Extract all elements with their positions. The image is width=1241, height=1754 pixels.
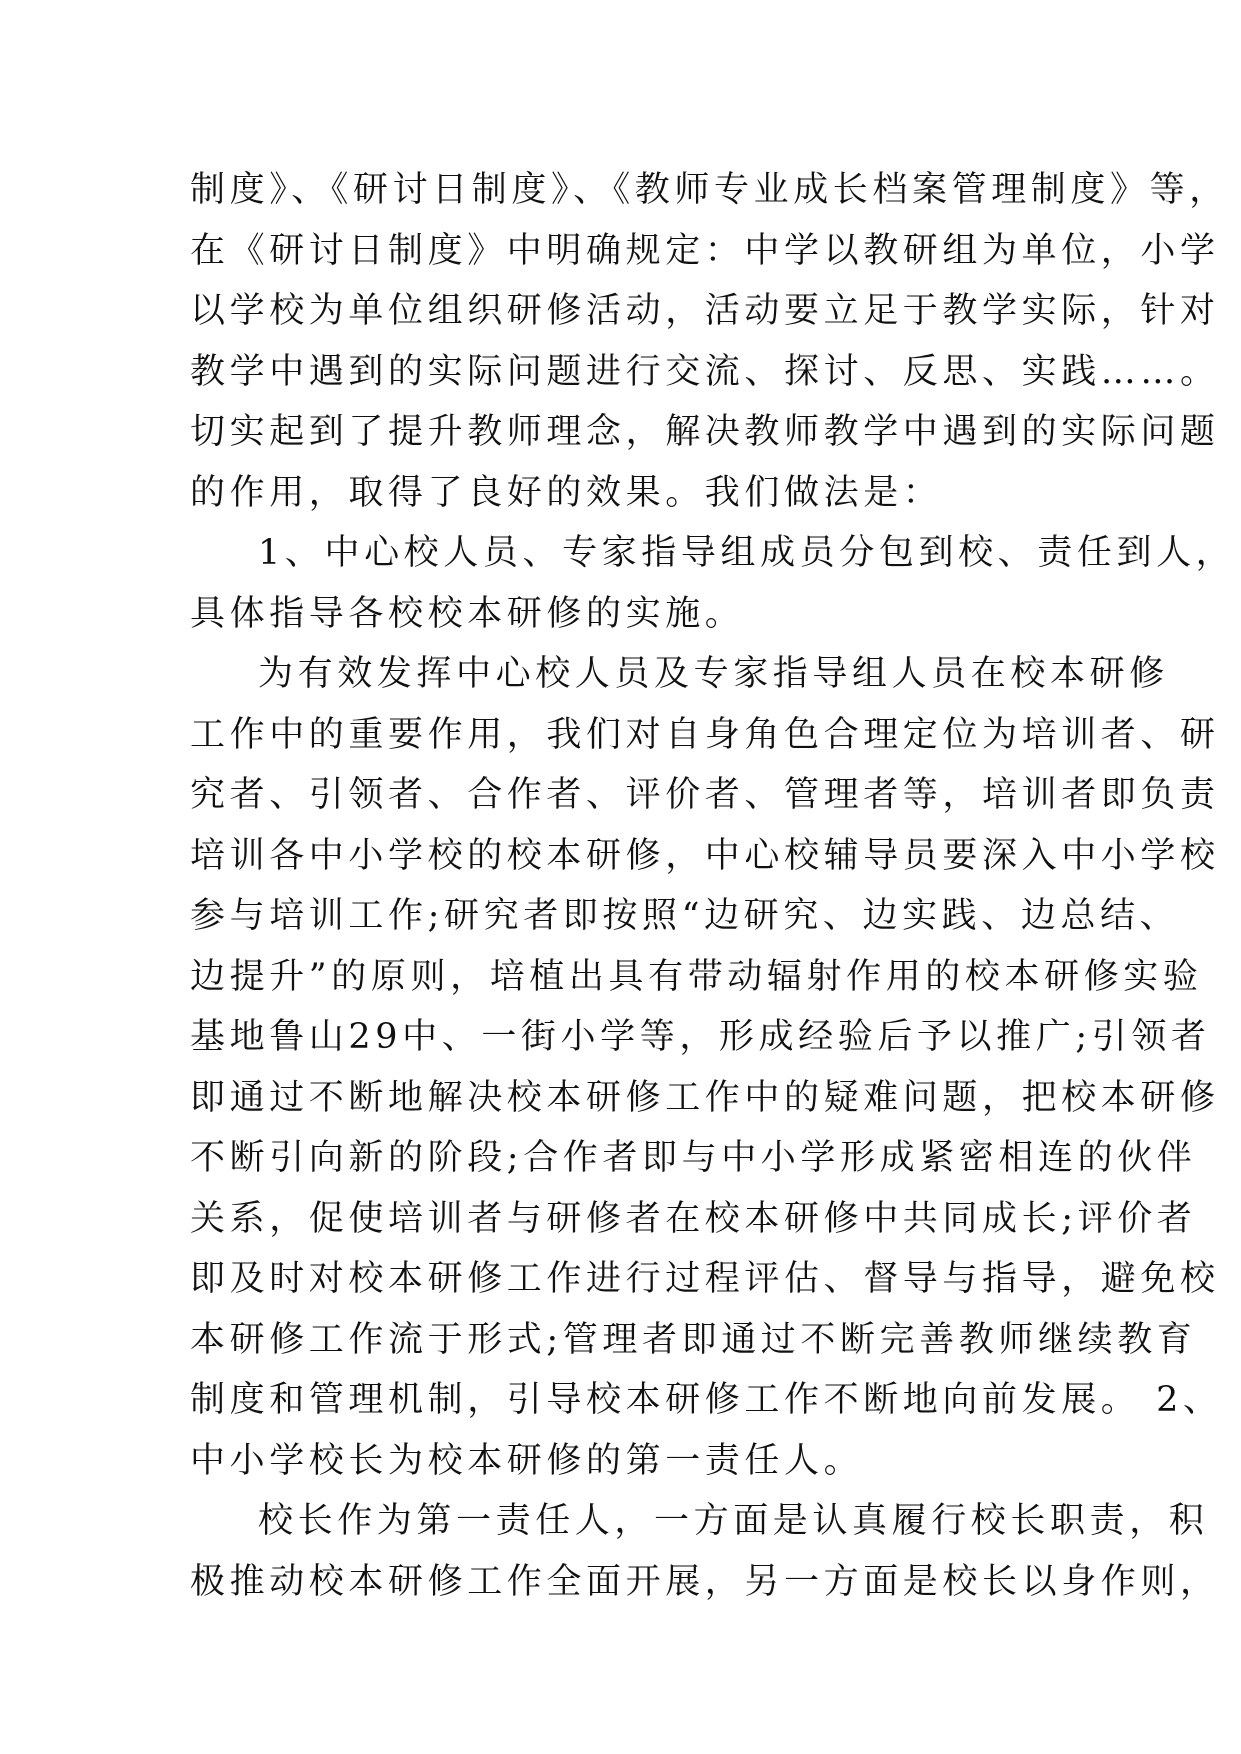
list-item-2-heading: 中小学校长为校本研修的第一责任人。	[190, 1440, 864, 1481]
text-line: 制度和管理机制，引导校本研修工作不断地向前发展。 2、	[190, 1380, 1223, 1420]
text-line: 参与培训工作;研究者即按照“边研究、边实践、边总结、	[190, 896, 1180, 936]
paragraph-start: 校长作为第一责任人，一方面是认真履行校长职责，积	[258, 1501, 1209, 1541]
text-line: 极推动校本研修工作全面开展，另一方面是校长以身作则，	[190, 1561, 1220, 1602]
text-line: 制度》、《研讨日制度》、《教师专业成长档案管理制度》等，	[190, 170, 1229, 210]
text-line: 培训各中小学校的校本研修，中心校辅导员要深入中小学校	[190, 835, 1220, 876]
body-text	[190, 160, 1236, 1612]
text-line: 究者、引领者、合作者、评价者、管理者等，培训者即负责	[190, 775, 1220, 815]
text-line: 切实起到了提升教师理念，解决教师教学中遇到的实际问题	[190, 412, 1220, 452]
paragraph-start: 为有效发挥中心校人员及专家指导组人员在校本研修	[258, 654, 1169, 694]
text-line: 关系，促使培训者与研修者在校本研修中共同成长;评价者	[190, 1198, 1197, 1239]
text-line: 以学校为单位组织研修活动，活动要立足于教学实际，针对	[190, 291, 1220, 331]
text-line: 在《研讨日制度》中明确规定：中学以教研组为单位，小学	[190, 230, 1220, 271]
text-line: 的作用，取得了良好的效果。我们做法是：	[190, 472, 943, 513]
list-item-1-heading: 1、中心校人员、专家指导组成员分包到校、责任到人，	[258, 533, 1236, 573]
text-line: 边提升”的原则，培植出具有带动辐射作用的校本研修实验	[190, 956, 1203, 997]
text-line: 工作中的重要作用，我们对自身角色合理定位为培训者、研	[190, 714, 1220, 755]
text-line: 即通过不断地解决校本研修工作中的疑难问题，把校本研修	[190, 1077, 1220, 1118]
text-line: 具体指导各校校本研修的实施。	[190, 593, 745, 634]
text-line: 教学中遇到的实际问题进行交流、探讨、反思、实践……。	[190, 351, 1220, 392]
text-line: 基地鲁山29中、一街小学等，形成经验后予以推广;引领者	[190, 1017, 1211, 1057]
text-line: 即及时对校本研修工作进行过程评估、督导与指导，避免校	[190, 1259, 1220, 1299]
text-line: 本研修工作流于形式;管理者即通过不断完善教师继续教育	[190, 1319, 1197, 1360]
text-line: 不断引向新的阶段;合作者即与中小学形成紧密相连的伙伴	[190, 1138, 1197, 1178]
